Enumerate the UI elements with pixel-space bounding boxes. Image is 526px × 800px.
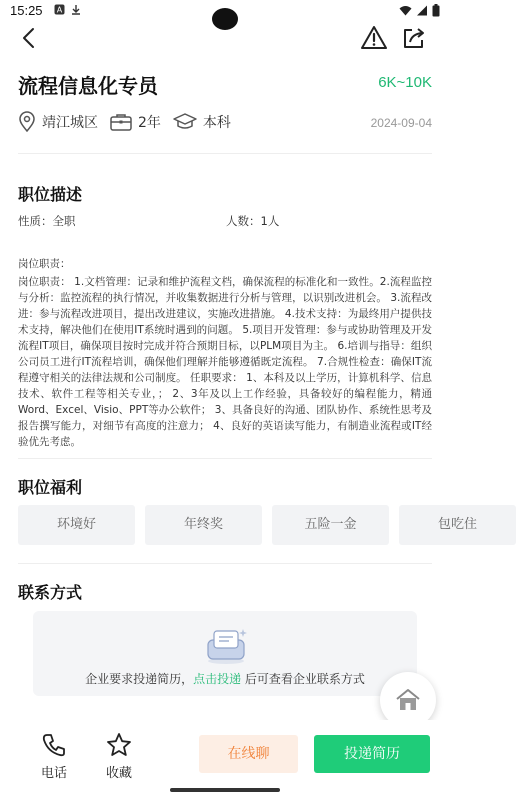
contact-box	[33, 611, 417, 696]
duties-text: 岗位职责： 1.文档管理：记录和维护流程文档，确保流程的标准化和一致性。2.流程监控与分析：监控流程的执行情况，并收集数据进行分析与管理，以识别改进机会。 3.流程改进：参与流程改进项目，提出改进建议，实施改进措施。 4.技术支持：为最终用户提供技术支持，解决他们在使用IT系统时遇到的问题。 5.项目开发管理：参与或协助管理及开发流程IT项目，确保项目按时完成并符合预期目标，以PLM项目为主。 6.培训与指导：组织公司员工进行IT流程培训，确保他们理解并能够遵循既定流程。 7.合规性检查：确保IT流程遵守相关的法律法规和公司制度。 任职要求： 1、本科及以上学历，计算机科学、信息技术、软件工程等相关专业，； 2、3年及以上工作经验，具备较好的编程能力，精通Word、Excel、Visio、PPT等办公软件； 3、具备良好的沟通、团队协作、系统性思考及报告撰写能力，对细节有高度的注意力； 4、良好的英语读写能力，有制造业流程或IT经验优先考虑。	[18, 276, 432, 448]
share-button[interactable]	[400, 24, 428, 52]
benefits-list[interactable]	[18, 505, 477, 545]
benefits-title: 职位福利	[18, 478, 83, 497]
education-item	[173, 112, 231, 132]
contact-title: 联系方式	[18, 583, 83, 602]
warning-icon	[360, 24, 388, 52]
job-headcount: 人数：1人	[226, 214, 280, 228]
location-item	[18, 112, 98, 132]
divider	[18, 458, 432, 459]
resume-box-icon	[203, 627, 249, 665]
description-title: 职位描述	[18, 185, 83, 204]
contact-text-before: 企业要求投递简历，	[85, 672, 194, 686]
apply-link[interactable]: 点击投递	[193, 672, 242, 686]
signal-icon	[416, 5, 428, 16]
phone-icon	[41, 732, 67, 758]
share-icon	[400, 24, 428, 52]
favorite-label: 收藏	[105, 766, 132, 781]
location-pin-icon	[18, 112, 36, 132]
benefit-tag: 五险一金	[272, 505, 389, 545]
job-meta	[18, 112, 243, 132]
back-button[interactable]	[16, 24, 44, 52]
online-chat-button[interactable]: 在线聊	[199, 735, 298, 773]
divider	[18, 563, 432, 564]
report-button[interactable]	[360, 24, 388, 52]
notification-download-icon	[71, 4, 81, 15]
submit-resume-button[interactable]: 投递简历	[314, 735, 430, 773]
star-icon	[106, 732, 132, 758]
graduation-cap-icon	[173, 113, 197, 131]
favorite-button[interactable]	[94, 732, 144, 781]
battery-icon	[432, 4, 440, 17]
experience-text: 2年	[138, 115, 161, 131]
post-date: 2024-09-04	[370, 116, 432, 130]
briefcase-icon	[110, 113, 132, 131]
location-text: 靖江城区	[42, 115, 98, 131]
contact-hint	[33, 670, 417, 687]
status-notification-icons	[54, 4, 81, 15]
job-title: 流程信息化专员	[18, 74, 158, 98]
home-icon	[395, 688, 421, 712]
wifi-icon	[399, 5, 412, 16]
home-indicator	[170, 788, 280, 792]
status-system-icons	[399, 4, 440, 17]
experience-item	[110, 112, 161, 132]
salary: 6K~10K	[378, 74, 432, 91]
phone-button[interactable]	[29, 732, 79, 781]
divider	[18, 153, 432, 154]
notification-a-icon	[54, 4, 65, 15]
top-nav	[0, 22, 450, 56]
phone-label: 电话	[40, 766, 67, 781]
job-nature: 性质：全职	[18, 214, 76, 228]
svg-text:A: A	[56, 5, 63, 15]
benefit-tag: 环境好	[18, 505, 135, 545]
education-text: 本科	[202, 115, 231, 131]
benefit-tag: 包吃住	[399, 505, 516, 545]
status-time: 15:25	[10, 3, 43, 18]
duties-label: 岗位职责：	[18, 258, 71, 270]
back-arrow-icon	[16, 24, 44, 52]
contact-text-after: 后可查看企业联系方式	[244, 672, 365, 686]
benefit-tag: 年终奖	[145, 505, 262, 545]
